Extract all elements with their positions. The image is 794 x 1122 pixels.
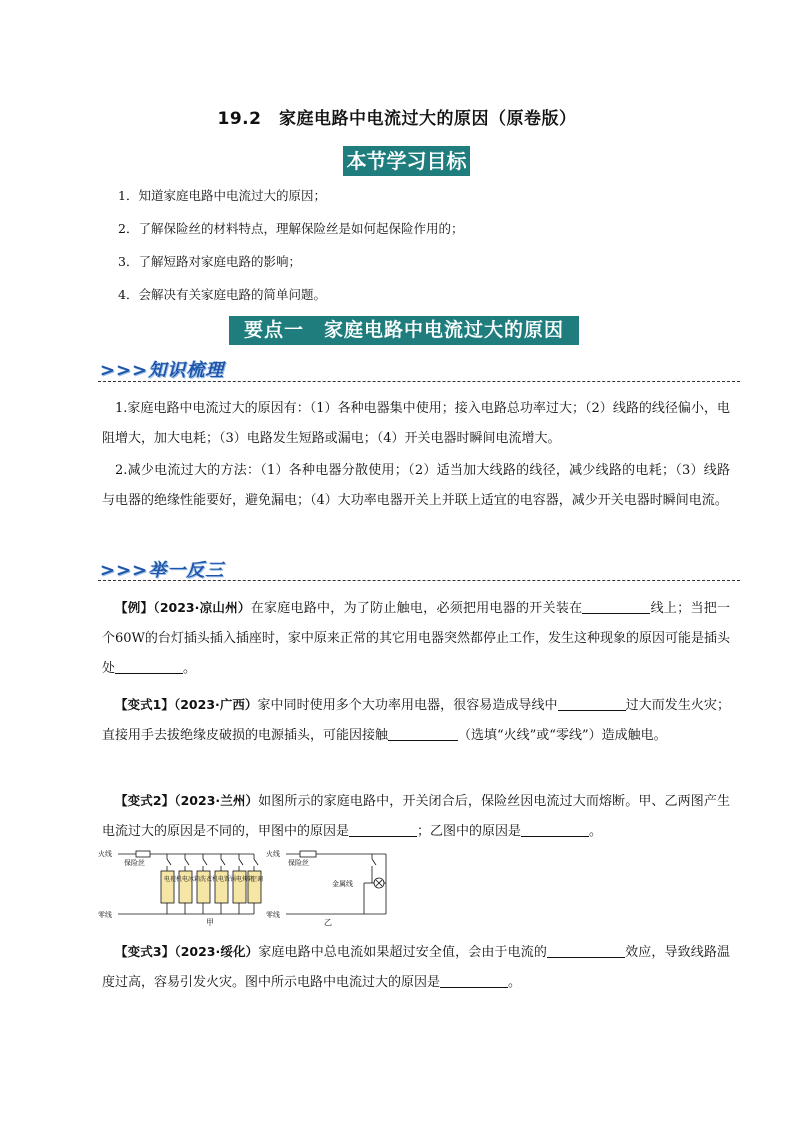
variant2-question [102,786,730,847]
appliance-label: 洗衣机 [200,876,219,883]
question-text: 线上；当把一个60W的台灯插头插入插座时，家中原来正常的其它用电器突然都停止工作，发生这种现象的原因可能是插头处 [102,601,730,676]
answer-blank[interactable] [582,600,650,614]
question-text: ；乙图中的原因是 [417,824,522,839]
goals-banner: 本节学习目标 [343,146,470,176]
answer-blank[interactable] [349,823,417,837]
question-text: 家中同时使用多个大功率用电器，很容易造成导线中 [257,698,558,713]
appliance-branch [215,854,228,914]
appliance-branch [197,854,210,914]
fuse-icon [136,851,150,857]
question-text: 。 [508,975,522,990]
question-text: 如图所示的家庭电路中，开关闭合后，保险丝因电流过大而熔断。甲、乙两图产生电流过大的原因是不同的，甲图中的原因是 [102,794,730,839]
neutral-wire-label: 零线 [266,911,280,919]
appliance-label: 空调 [251,876,264,883]
fuse-label: 保险丝 [124,859,145,867]
answer-blank[interactable] [521,823,589,837]
live-wire-label: 火线 [266,850,280,858]
knowledge-paragraph: 2.减少电流过大的方法：（1）各种电器分散使用；（2）适当加大线路的线径，减少线路的电耗；（3）线路与电器的绝缘性能要好，避免漏电；（4）大功率电器开关上并联上适宜的电容器，减少开关电器时瞬间电流。 [102,463,730,508]
answer-blank[interactable] [440,974,508,988]
goal-item: 3．了解短路对家庭电路的影响； [118,254,301,269]
goal-item: 1．知道家庭电路中电流过大的原因； [118,188,326,203]
question-text: （选填“火线”或“零线”）造成触电。 [458,728,667,743]
answer-blank[interactable] [558,697,626,711]
knowledge-paragraph: 1.家庭电路中电流过大的原因有：（1）各种电器集中使用；接入电路总功率过大；（2）线路的线径偏小，电阻增大，加大电耗；（3）电路发生短路或漏电；（4）开关电器时瞬间电流增大。 [102,401,730,446]
point-banner: 要点一 家庭电路中电流过大的原因 [229,316,579,345]
question-text: 。 [183,661,197,676]
goal-item: 2．了解保险丝的材料特点，理解保险丝是如何起保险作用的； [118,221,464,236]
page-title: 19.2 家庭电路中电流过大的原因（原卷版） [217,109,577,129]
appliance-branch [161,854,174,914]
metal-wire-label: 金属线 [332,880,353,888]
fuse-icon [300,851,316,857]
example-question [102,593,730,684]
appliance-label: 电视机 [164,876,183,883]
goal-item: 4．会解决有关家庭电路的简单问题。 [118,287,326,302]
figure-caption-a: 甲 [206,918,214,927]
question-text: 过大而发生火灾；直接用手去拔绝缘皮破损的电源插头，可能因接触 [102,698,730,743]
practice-tag: >>>举一反三 [100,560,225,581]
variant1-question [102,690,730,751]
fuse-label: 保险丝 [288,859,309,867]
divider [98,381,740,382]
appliance-label: 电冰箱 [182,876,201,883]
appliance-label: 电饭锅 [218,876,237,883]
question-text: 在家庭电路中，为了防止触电，必须把用电器的开关装在 [250,601,583,616]
appliance-branch [248,854,264,914]
question-text: 。 [589,824,603,839]
figure-caption-b: 乙 [324,918,332,927]
live-wire-label: 火线 [98,850,112,858]
appliance-label: 电烤箱 [236,876,255,883]
circuit-figure [96,843,426,928]
question-label: 【例】（2023·凉山州） [115,600,251,615]
answer-blank[interactable] [388,727,458,741]
appliance-branch [233,854,246,914]
answer-blank[interactable] [115,660,183,674]
question-label: 【变式1】（2023·广西） [115,697,258,712]
question-label: 【变式3】（2023·绥化） [115,944,259,959]
question-label: 【变式2】（2023·兰州） [115,793,259,808]
question-text: 家庭电路中总电流如果超过安全值，会由于电流的 [258,945,547,960]
appliance-branch [179,854,192,914]
neutral-wire-label: 零线 [98,911,112,919]
question-text: 效应，导致线路温度过高，容易引发火灾。图中所示电路中电流过大的原因是 [102,945,730,990]
answer-blank[interactable] [547,944,625,958]
knowledge-tag: >>>知识梳理 [100,360,225,381]
divider [98,580,740,581]
variant3-question [102,937,730,998]
